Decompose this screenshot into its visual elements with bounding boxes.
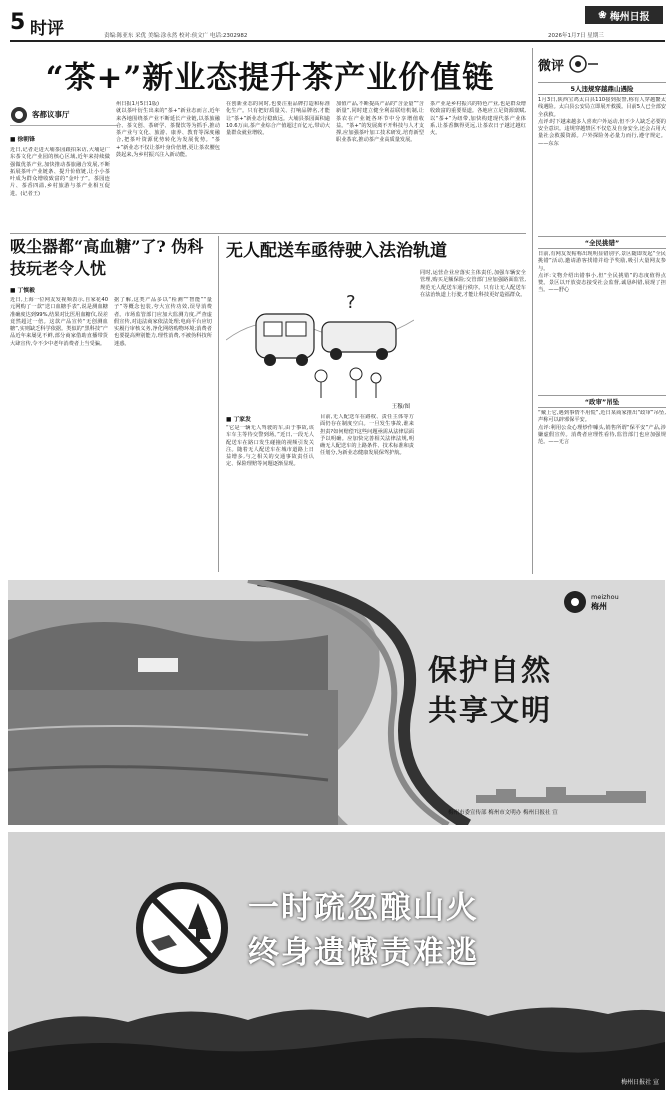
column-tag-icon — [10, 106, 28, 124]
sidebar-item1-title: 5人违规穿越鼎山遇险 — [538, 82, 666, 95]
article2-col2: 据了解,这类产品多以“检测”“智能”“量子”等概念包装,夸大宣传功效,误导消费者。市场监管部门应加大监测力度,严查虚假宣传,对违法商家依法处理;电商平台应切实履行审核义务,净化网络购物环境;消费者也要提高辨别能力,理性消费,不被伪科技所迷惑。 — [114, 297, 212, 347]
main-article-col5: 茶产业是乡村振兴的特色产业,也是群众增收致富的重要渠道。各地应立足资源禀赋,以“茶+”为纽带,加快构建现代茶产业体系,让茶香飘得更远,让茶农日子越过越红火。 — [430, 101, 526, 137]
main-article-col1: 近日,记者走进大埔茶园跟拍采访,大埔是广东茶文化产业园的核心区域,近年来持续做强做优茶产业,加快推动茶旅融合发展,不断拓展茶叶产业链条、提升价值链,让小小茶叶成为群众增收致富的“金叶子”。茶园连片、茶香四溢,乡村旅游与茶产业相互促进。(记者王) — [10, 147, 110, 197]
sidebar — [538, 50, 666, 574]
article2-author: ■ 丁慎毅 — [10, 288, 35, 294]
ad1-sponsor: 梅州市委宣传部 梅州市文明办 梅州日报社 宣 — [448, 810, 558, 816]
ad-fire-prevention — [8, 832, 665, 1090]
paper-logo — [585, 6, 663, 24]
staff-line: 责编:陈亚东 采优 美编:涂永然 校对:侯文广 电话:2302982 — [104, 33, 248, 39]
sidebar-item3-title: “政审”吊坠 — [538, 395, 666, 408]
cartoon-drawing — [226, 270, 414, 412]
divider — [532, 48, 533, 574]
article3-headline: 无人配送车亟待驶入法治轨道 — [226, 241, 447, 261]
column-tag — [10, 104, 118, 126]
sidebar-item2-body: 日前,有网友发帖称出现明显错别字,景区随即发起“全民挑错”活动,邀请游客找错并给予奖励,吸引大量网友参与。 点评:文物介绍出错事小,但“全民挑错”的态度值得点赞。景区以开放姿态接受社会监督,诚恳纠错,展现了担当。——舒心 — [538, 251, 666, 294]
ad2-slogan-line2: 终身遗憾责难逃 — [248, 935, 479, 971]
ad1-slogan-line2: 共享文明 — [428, 693, 553, 727]
article3-author-name: 丁家发 — [233, 417, 251, 423]
ad2-sponsor: 梅州日报社 宣 — [621, 1079, 659, 1086]
flower-logo-icon — [563, 590, 587, 614]
sidebar-item2-title: “全民挑错” — [538, 236, 666, 249]
cartoon-credit: 王穆/图 — [391, 404, 410, 410]
dateline: 2026年1月7日 星期三 — [548, 33, 604, 39]
ad1-brand-latin: meizhou — [591, 592, 619, 601]
article3-col3: 同时,运营企业应落实主体责任,加强车辆安全管理,购买足额保险;交管部门应加强路面监管,规范无人配送车通行秩序。只有让无人配送车在法治轨道上行驶,才能让科技更好造福群众。 — [420, 270, 526, 298]
page-number: 5 — [10, 10, 26, 35]
masthead — [0, 0, 672, 42]
city-skyline-icon — [476, 785, 646, 803]
article2-author-name: 丁慎毅 — [17, 288, 35, 294]
no-fire-sign-icon — [136, 882, 228, 974]
main-article-col4: 加值产品,不断提高产品的“含金量”“含新量”,同时建立健全利益联结机制,让茶农在产业链各环节中分享增值收益。“茶+”的发展离不开科技与人才支撑,应加强茶叶加工技术研发,培育新型职业茶农,推动茶产业高质量发展。 — [336, 101, 424, 144]
comment-icon — [568, 54, 598, 74]
ad1-brand — [563, 590, 619, 614]
ad1-slogan-line1: 保护自然 — [428, 653, 553, 687]
cartoon — [226, 270, 414, 412]
ad-protect-nature — [8, 580, 665, 825]
divider — [218, 236, 219, 572]
divider — [10, 233, 526, 234]
ad2-slogan-line1: 一时疏忽酿山火 — [248, 890, 479, 926]
svg-text:?: ? — [346, 292, 356, 313]
column-tag-label: 客都议事厅 — [32, 110, 70, 119]
main-author-name: 徐朝锋 — [17, 137, 35, 143]
paper-name: 梅州日报 — [609, 11, 650, 23]
no-fire-sign-drawing — [143, 889, 221, 967]
paper-logo-icon: ❀ — [598, 9, 607, 21]
sidebar-item1-body: 1月3日,陕西宝鸡太白县110接到报警,称有人穿越鳌太线遇险。太白县公安局立即展开救援。目前5人已全部安全获救。 点评:时下越来越多人喜欢户外运动,但不少人缺乏必要的安全意识。违规穿越禁区不仅危及自身安全,还会占用大量社会救援资源。户外探险务必量力而行,遵守规定。——东东 — [538, 97, 666, 147]
sidebar-title: 微评 — [538, 58, 565, 74]
main-headline: “茶+”新业态提升茶产业价值链 — [45, 60, 495, 96]
article3-author: ■ 丁家发 — [226, 417, 251, 423]
main-article-author: ■ 徐朝锋 — [10, 137, 35, 143]
main-article-col3: 在创新业态的同时,也要注重品牌打造和标准化生产。只有把好质量关、打响品牌名,才能让“茶+”新业态行稳致远。大埔县茶园面积逾10.6万亩,茶产业综合产值超过百亿元,带动大量群众就业增收。 — [226, 101, 330, 137]
masthead-rule — [10, 40, 665, 42]
article3-col1: “它是一辆无人驾驶的车,由于事故,该车车主等待交警到场。”近日,一段无人配送车在路口发生碰撞的视频引发关注。随着无人配送车在城市道路上日益增多,与之相关的交通事故责任认定、保险理赔等问题逐渐显现。 — [226, 425, 314, 468]
article3-col2: 目前,无人配送车在路权、责任主体等方面仍存在制度空白。一旦发生事故,谁来担责?如何赔偿?这些问题亟需从法律层面予以明确。应加快完善相关法律法规,明确无人配送车的上路条件、技术标准和责任划分,为新业态健康发展保驾护航。 — [320, 414, 414, 457]
main-article-col2: 州日报1月5日1版) 就以茶叶衍生出来的“茶+”新业态而言,近年来各地围绕茶产业不断延长产业链,以茶旅融合、茶文创、茶研学、茶餐饮等为抓手,推动茶产业与文化、旅游、康养、教育等深度融合,把茶叶资源优势转化为发展优势。“茶+”新业态不仅让茶叶身价倍增,更让茶农腰包鼓起来,为乡村振兴注入新动能。 — [116, 101, 220, 159]
article2-col1: 近日,上海一位网友发视频表示,自家花40元网购了一款“送口血糖手表”,说是测血糖准确度达到99%,结果对比医用血糖仪,误差竟然超过一倍。这款产品宣传“无创测血糖”,实则缺乏科学依据。类似的“黑科技”产品近年来屡见不鲜,部分商家借助直播带货大肆宣传,令不少中老年消费者上当受骗。 — [10, 297, 108, 347]
sidebar-item3-body: “戴上它,遇到事情不用慌”,近日某商家推出“政审”吊坠,声称可以辟邪保平安。 点评:利用公众心理炒作噱头,销售所谓“保平安”产品,涉嫌虚假宣传。消费者应理性看待,监管部门也应加强规范。——无言 — [538, 410, 666, 446]
section-title: 时评 — [30, 19, 64, 39]
article2-headline: 吸尘器都“高血糖”了? 伪科技玩老令人忧 — [10, 237, 204, 278]
ad1-brand-cn: 梅州 — [591, 601, 607, 611]
